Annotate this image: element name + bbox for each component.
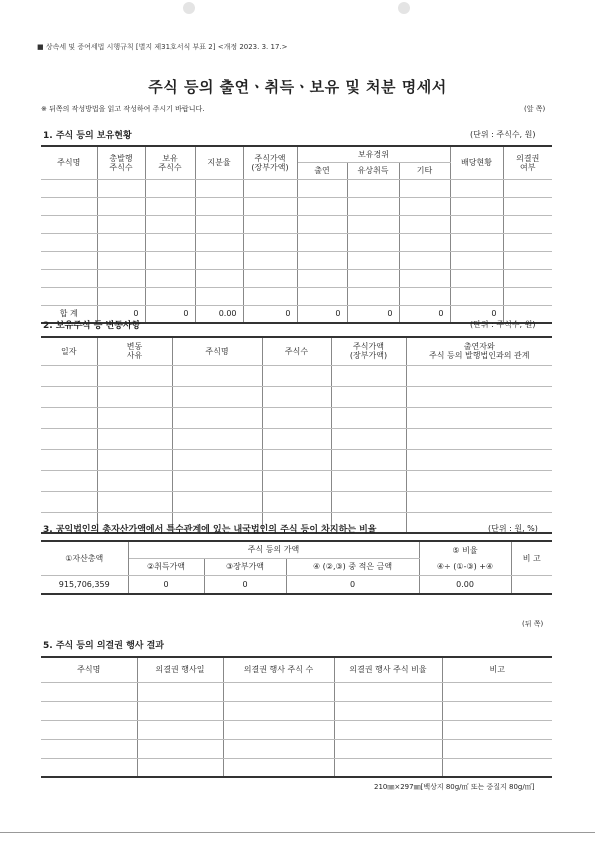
col-stock-value-group: 주식 등의 가액 bbox=[128, 541, 419, 558]
table-cell[interactable] bbox=[195, 179, 243, 197]
col-relationship: 출연자와 주식 등의 발행법인과의 관계 bbox=[406, 337, 552, 365]
total-value: 0.00 bbox=[195, 305, 243, 323]
table-cell[interactable] bbox=[262, 428, 331, 449]
col-voting: 의결권 여부 bbox=[503, 146, 552, 179]
table-cell[interactable] bbox=[41, 386, 97, 407]
table-cell[interactable] bbox=[41, 179, 97, 197]
table-cell[interactable] bbox=[195, 269, 243, 287]
table-cell[interactable] bbox=[97, 449, 172, 470]
table-cell[interactable] bbox=[262, 386, 331, 407]
table-cell[interactable] bbox=[503, 215, 552, 233]
table-cell[interactable] bbox=[442, 720, 552, 739]
table-cell[interactable] bbox=[172, 365, 262, 386]
holdings-table bbox=[41, 145, 552, 324]
table-cell[interactable] bbox=[347, 215, 399, 233]
col-ratio: 지분율 bbox=[195, 146, 243, 179]
total-label: 합 계 bbox=[41, 305, 97, 323]
table-cell[interactable] bbox=[97, 386, 172, 407]
table-cell[interactable] bbox=[262, 470, 331, 491]
table-cell[interactable] bbox=[334, 758, 442, 777]
instruction-note: ※ 뒤쪽의 작성방법을 읽고 작성하여 주시기 바랍니다. bbox=[41, 105, 205, 113]
table-cell[interactable] bbox=[334, 739, 442, 758]
col-ratio-formula: ④÷ (①-③) +④ bbox=[419, 558, 511, 575]
page-side-back: (뒤 쪽) bbox=[522, 620, 544, 628]
col-paid-acquisition: 유상취득 bbox=[347, 162, 399, 179]
paper-spec-footer: 210㎜×297㎜[백상지 80g/㎡ 또는 중질지 80g/㎡] bbox=[374, 783, 535, 791]
binder-hole-left bbox=[183, 2, 195, 14]
table-cell[interactable] bbox=[406, 491, 552, 512]
table-cell[interactable] bbox=[399, 251, 450, 269]
table-cell[interactable] bbox=[442, 758, 552, 777]
table-cell[interactable] bbox=[347, 197, 399, 215]
table-cell[interactable] bbox=[503, 197, 552, 215]
table-cell[interactable] bbox=[41, 449, 97, 470]
section5-title: 5. 주식 등의 의결권 행사 결과 bbox=[43, 641, 164, 651]
table-cell[interactable] bbox=[97, 287, 145, 305]
col-vote-share-ratio: 의결권 행사 주식 비율 bbox=[334, 657, 442, 682]
binder-hole-right bbox=[398, 2, 410, 14]
col-ratio-top: ⑤ 비율 bbox=[419, 541, 511, 558]
table-cell[interactable] bbox=[331, 449, 406, 470]
table-cell[interactable] bbox=[334, 682, 442, 701]
total-value: 0 bbox=[297, 305, 347, 323]
total-assets-value[interactable]: 915,706,359 bbox=[41, 575, 128, 594]
remarks-value[interactable] bbox=[511, 575, 552, 594]
col-lesser-amount: ④ (②,③) 중 적은 금액 bbox=[286, 558, 419, 575]
table-cell[interactable] bbox=[223, 758, 334, 777]
table-cell[interactable] bbox=[450, 197, 503, 215]
table-cell[interactable] bbox=[97, 365, 172, 386]
total-value: 0 bbox=[399, 305, 450, 323]
table-cell[interactable] bbox=[331, 407, 406, 428]
table-cell[interactable] bbox=[442, 682, 552, 701]
col-remarks: 비고 bbox=[442, 657, 552, 682]
table-cell[interactable] bbox=[41, 287, 97, 305]
table-cell[interactable] bbox=[97, 269, 145, 287]
table-cell[interactable] bbox=[145, 179, 195, 197]
table-cell[interactable] bbox=[41, 739, 137, 758]
table-cell[interactable] bbox=[41, 215, 97, 233]
table-cell[interactable] bbox=[262, 407, 331, 428]
col-change-reason: 변동 사유 bbox=[97, 337, 172, 365]
col-share-count: 주식수 bbox=[262, 337, 331, 365]
table-cell[interactable] bbox=[137, 739, 223, 758]
total-value: 0 bbox=[243, 305, 297, 323]
page-side-front: (앞 쪽) bbox=[524, 105, 546, 113]
col-stock-name: 주식명 bbox=[172, 337, 262, 365]
table-cell[interactable] bbox=[243, 197, 297, 215]
table-cell[interactable] bbox=[442, 739, 552, 758]
table-cell[interactable] bbox=[399, 269, 450, 287]
table-cell[interactable] bbox=[172, 428, 262, 449]
ratio-value[interactable]: 0.00 bbox=[419, 575, 511, 594]
table-cell[interactable] bbox=[243, 233, 297, 251]
table-cell[interactable] bbox=[297, 269, 347, 287]
table-cell[interactable] bbox=[137, 758, 223, 777]
col-dividend: 배당현황 bbox=[450, 146, 503, 179]
table-cell[interactable] bbox=[334, 701, 442, 720]
table-cell[interactable] bbox=[503, 251, 552, 269]
table-cell[interactable] bbox=[195, 233, 243, 251]
table-cell[interactable] bbox=[41, 407, 97, 428]
table-cell[interactable] bbox=[41, 491, 97, 512]
table-cell[interactable] bbox=[97, 428, 172, 449]
col-book-value: ③장부가액 bbox=[204, 558, 286, 575]
section3-unit: (단위 : 원, %) bbox=[488, 524, 538, 533]
table-cell[interactable] bbox=[243, 215, 297, 233]
table-cell[interactable] bbox=[399, 233, 450, 251]
table-cell[interactable] bbox=[195, 197, 243, 215]
table-cell[interactable] bbox=[331, 470, 406, 491]
table-cell[interactable] bbox=[406, 470, 552, 491]
table-cell[interactable] bbox=[503, 269, 552, 287]
table-cell[interactable] bbox=[297, 251, 347, 269]
table-cell[interactable] bbox=[41, 701, 137, 720]
table-cell[interactable] bbox=[195, 287, 243, 305]
table-cell[interactable] bbox=[442, 701, 552, 720]
table-cell[interactable] bbox=[450, 287, 503, 305]
table-cell[interactable] bbox=[195, 251, 243, 269]
page-edge-line bbox=[0, 832, 595, 833]
table-cell[interactable] bbox=[97, 233, 145, 251]
table-cell[interactable] bbox=[406, 365, 552, 386]
table-cell[interactable] bbox=[97, 197, 145, 215]
col-acquisition-cost: ②취득가액 bbox=[128, 558, 204, 575]
table-cell[interactable] bbox=[145, 197, 195, 215]
table-cell[interactable] bbox=[347, 179, 399, 197]
table-cell[interactable] bbox=[243, 179, 297, 197]
col-date: 일자 bbox=[41, 337, 97, 365]
table-cell[interactable] bbox=[406, 449, 552, 470]
table-cell[interactable] bbox=[262, 449, 331, 470]
table-cell[interactable] bbox=[347, 287, 399, 305]
table-cell[interactable] bbox=[223, 739, 334, 758]
page-title: 주식 등의 출연ㆍ취득ㆍ보유 및 처분 명세서 bbox=[148, 78, 447, 96]
total-value: 0 bbox=[145, 305, 195, 323]
table-cell[interactable] bbox=[41, 365, 97, 386]
table-cell[interactable] bbox=[145, 215, 195, 233]
table-cell[interactable] bbox=[262, 491, 331, 512]
table-cell[interactable] bbox=[347, 251, 399, 269]
table-cell[interactable] bbox=[97, 407, 172, 428]
col-contribution: 출연 bbox=[297, 162, 347, 179]
table-cell[interactable] bbox=[406, 428, 552, 449]
table-cell[interactable] bbox=[297, 179, 347, 197]
table-cell[interactable] bbox=[450, 179, 503, 197]
section2-title: 2. 보유주식 등 변동사항 bbox=[43, 321, 141, 331]
table-cell[interactable] bbox=[172, 449, 262, 470]
table-cell[interactable] bbox=[145, 269, 195, 287]
col-stock-name: 주식명 bbox=[41, 146, 97, 179]
col-remarks: 비 고 bbox=[511, 541, 552, 575]
table-cell[interactable] bbox=[399, 215, 450, 233]
total-value: 0 bbox=[347, 305, 399, 323]
ratio-table bbox=[41, 540, 552, 595]
table-cell[interactable] bbox=[399, 179, 450, 197]
table-cell[interactable] bbox=[406, 407, 552, 428]
total-value: 0 bbox=[450, 305, 503, 323]
col-total-shares: 총발행 주식수 bbox=[97, 146, 145, 179]
section1-title: 1. 주식 등의 보유현황 bbox=[43, 131, 132, 141]
table-cell[interactable] bbox=[41, 269, 97, 287]
table-cell[interactable] bbox=[243, 287, 297, 305]
table-cell[interactable] bbox=[297, 287, 347, 305]
col-vote-date: 의결권 행사일 bbox=[137, 657, 223, 682]
table-cell[interactable] bbox=[243, 251, 297, 269]
col-stock-name: 주식명 bbox=[41, 657, 137, 682]
voting-table bbox=[41, 656, 552, 778]
table-cell[interactable] bbox=[406, 386, 552, 407]
table-cell[interactable] bbox=[97, 251, 145, 269]
col-held-shares: 보유 주식수 bbox=[145, 146, 195, 179]
table-cell[interactable] bbox=[41, 758, 137, 777]
lesser-amount-value[interactable]: 0 bbox=[286, 575, 419, 594]
table-cell[interactable] bbox=[503, 287, 552, 305]
table-cell[interactable] bbox=[223, 720, 334, 739]
table-cell[interactable] bbox=[223, 682, 334, 701]
table-cell[interactable] bbox=[97, 491, 172, 512]
table-cell[interactable] bbox=[334, 720, 442, 739]
table-cell[interactable] bbox=[450, 251, 503, 269]
table-cell[interactable] bbox=[297, 197, 347, 215]
table-cell[interactable] bbox=[223, 701, 334, 720]
table-cell[interactable] bbox=[41, 470, 97, 491]
table-cell[interactable] bbox=[145, 233, 195, 251]
table-cell[interactable] bbox=[41, 428, 97, 449]
section3-title: 3. 공익법인의 총자산가액에서 특수관계에 있는 내국법인의 주식 등이 차지하는 비율 bbox=[43, 525, 377, 535]
col-vote-share-count: 의결권 행사 주식 수 bbox=[223, 657, 334, 682]
col-total-assets: ①자산총액 bbox=[41, 541, 128, 575]
table-cell[interactable] bbox=[399, 287, 450, 305]
table-cell[interactable] bbox=[172, 386, 262, 407]
table-cell[interactable] bbox=[172, 491, 262, 512]
book-value-value[interactable]: 0 bbox=[204, 575, 286, 594]
table-cell[interactable] bbox=[331, 365, 406, 386]
table-cell[interactable] bbox=[262, 365, 331, 386]
table-cell[interactable] bbox=[243, 269, 297, 287]
table-cell[interactable] bbox=[137, 682, 223, 701]
table-cell[interactable] bbox=[347, 233, 399, 251]
table-cell[interactable] bbox=[97, 470, 172, 491]
table-cell[interactable] bbox=[97, 179, 145, 197]
table-cell[interactable] bbox=[41, 233, 97, 251]
table-cell[interactable] bbox=[503, 179, 552, 197]
table-cell[interactable] bbox=[145, 287, 195, 305]
table-cell[interactable] bbox=[172, 470, 262, 491]
table-cell[interactable] bbox=[137, 720, 223, 739]
table-cell[interactable] bbox=[41, 720, 137, 739]
table-cell[interactable] bbox=[331, 428, 406, 449]
section2-unit: (단위 : 주식수, 원) bbox=[470, 320, 536, 329]
table-cell[interactable] bbox=[297, 233, 347, 251]
table-cell[interactable] bbox=[503, 233, 552, 251]
table-cell[interactable] bbox=[172, 407, 262, 428]
table-cell[interactable] bbox=[297, 215, 347, 233]
table-cell[interactable] bbox=[41, 197, 97, 215]
table-cell[interactable] bbox=[331, 491, 406, 512]
table-cell[interactable] bbox=[450, 215, 503, 233]
table-cell[interactable] bbox=[41, 682, 137, 701]
table-cell[interactable] bbox=[137, 701, 223, 720]
col-stock-value: 주식가액 (장부가액) bbox=[243, 146, 297, 179]
table-cell[interactable] bbox=[41, 251, 97, 269]
col-other: 기타 bbox=[399, 162, 450, 179]
col-holding-path: 보유경위 bbox=[297, 146, 450, 162]
col-stock-value: 주식가액 (장부가액) bbox=[331, 337, 406, 365]
table-cell[interactable] bbox=[347, 269, 399, 287]
table-cell[interactable] bbox=[450, 233, 503, 251]
table-cell[interactable] bbox=[399, 197, 450, 215]
form-reference: ■ 상속세 및 증여세법 시행규칙 [별지 제31호서식 부표 2] <개정 2023. 3. 17.> bbox=[37, 43, 288, 51]
table-cell[interactable] bbox=[450, 269, 503, 287]
table-cell[interactable] bbox=[331, 386, 406, 407]
table-cell[interactable] bbox=[195, 215, 243, 233]
table-cell[interactable] bbox=[145, 251, 195, 269]
section1-unit: (단위 : 주식수, 원) bbox=[470, 130, 536, 139]
changes-table bbox=[41, 336, 552, 534]
total-value: 0 bbox=[97, 305, 145, 323]
table-cell[interactable] bbox=[97, 215, 145, 233]
acquisition-cost-value[interactable]: 0 bbox=[128, 575, 204, 594]
